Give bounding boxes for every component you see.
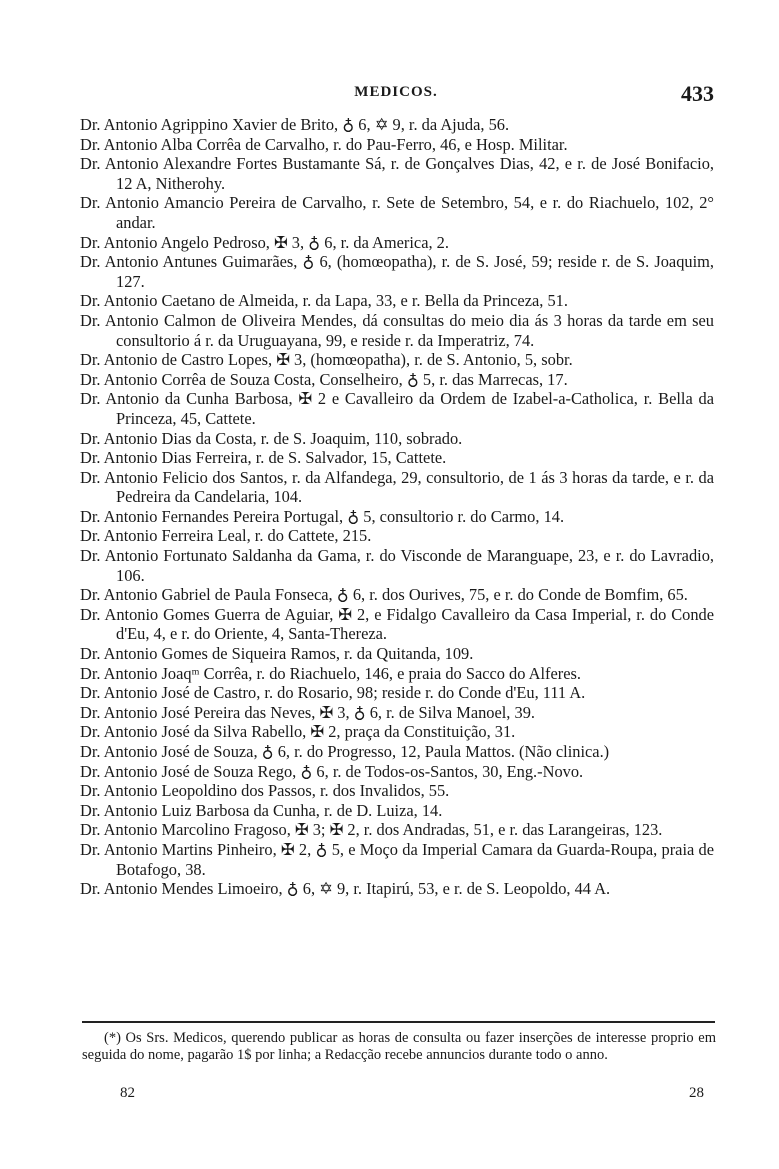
directory-entry: Dr. Antonio Gomes Guerra de Aguiar, ✠ 2, e Fidalgo Cavalleiro da Casa Imperial, r. do Conde d'Eu, 4, e r. do Oriente, 4, Santa-Thereza. (80, 604, 714, 644)
directory-entry: Dr. Antonio Luiz Barbosa da Cunha, r. de D. Luiza, 14. (80, 800, 443, 820)
directory-entry: Dr. Antonio Fortunato Saldanha da Gama, r. do Visconde de Maranguape, 23, e r. do Lavradio, 106. (80, 546, 714, 585)
directory-entry: Dr. Antonio Agrippino Xavier de Brito, ♁ 6, ✡ 9, r. da Ajuda, 56. (80, 115, 510, 134)
directory-entry: Dr. Antonio Calmon de Oliveira Mendes, dá consultas do meio dia ás 3 horas da tarde em seu consultorio á r. da Uruguayana, 99, e reside r. da Imperatriz, 74. (80, 310, 714, 350)
page-footer (80, 1085, 714, 1105)
directory-entry: Dr. Antonio Leopoldino dos Passos, r. dos Invalidos, 55. (80, 781, 450, 801)
directory-entry: Dr. Antonio Alba Corrêa de Carvalho, r. do Pau-Ferro, 46, e Hosp. Militar. (80, 134, 568, 154)
directory-entry: Dr. Antonio Alexandre Fortes Bustamante Sá, r. de Gonçalves Dias, 42, e r. de José Bonifacio, 12 A, Nitherohy. (80, 154, 714, 193)
directory-entry: Dr. Antonio Martins Pinheiro, ✠ 2, ♁ 5, e Moço da Imperial Camara da Guarda-Roupa, praia de Botafogo, 38. (80, 839, 714, 879)
directory-entry: Dr. Antonio da Cunha Barbosa, ✠ 2 e Cavalleiro da Ordem de Izabel-a-Catholica, r. Bella da Princeza, 45, Cattete. (80, 389, 714, 428)
directory-entry: Dr. Antonio Antunes Guimarães, ♁ 6, (homœopatha), r. de S. José, 59; reside r. de S. Joaquim, 127. (80, 252, 714, 291)
directory-entry: Dr. Antonio Dias Ferreira, r. de S. Salvador, 15, Cattete. (80, 448, 447, 468)
directory-entry: Dr. Antonio Joaqᵐ Corrêa, r. do Riachuelo, 146, e praia do Sacco do Alferes. (80, 663, 581, 683)
directory-entry: Dr. Antonio Caetano de Almeida, r. da Lapa, 33, e r. Bella da Princeza, 51. (80, 291, 568, 311)
page-title: MEDICOS. (354, 84, 438, 100)
directory-entry: Dr. Antonio Gomes de Siqueira Ramos, r. da Quitanda, 109. (80, 644, 474, 664)
directory-entry: Dr. Antonio José de Souza Rego, ♁ 6, r. de Todos-os-Santos, 30, Eng.-Novo. (80, 761, 584, 781)
footnote: (*) Os Srs. Medicos, querendo publicar as horas de consulta ou fazer inserções de interesse proprio em seguida do nome, pagarão 1$ por linha; a Redacção recebe annuncios durante todo o anno. (82, 1030, 716, 1064)
entry-list (80, 115, 714, 899)
footer-number: 28 (689, 1085, 704, 1101)
page-header (78, 81, 714, 108)
directory-entry: Dr. Antonio Angelo Pedroso, ✠ 3, ♁ 6, r. da America, 2. (80, 232, 449, 252)
footnote-divider (82, 1021, 715, 1023)
footer-signature: 82 (120, 1085, 135, 1101)
directory-entry: Dr. Antonio Amancio Pereira de Carvalho, r. Sete de Setembro, 54, e r. do Riachuelo, 102, 2° andar. (80, 193, 714, 232)
directory-entry: Dr. Antonio Mendes Limoeiro, ♁ 6, ✡ 9, r. Itapirú, 53, e r. de S. Leopoldo, 44 A. (80, 879, 611, 899)
directory-entry: Dr. Antonio Gabriel de Paula Fonseca, ♁ 6, r. dos Ourives, 75, e r. do Conde de Bomfim, 65. (80, 585, 688, 605)
directory-entry: Dr. Antonio José da Silva Rabello, ✠ 2, praça da Constituição, 31. (80, 722, 516, 742)
directory-entry: Dr. Antonio José de Souza, ♁ 6, r. do Progresso, 12, Paula Mattos. (Não clinica.) (80, 742, 610, 761)
directory-entry: Dr. Antonio de Castro Lopes, ✠ 3, (homœopatha), r. de S. Antonio, 5, sobr. (80, 350, 573, 370)
directory-entry: Dr. Antonio Marcolino Fragoso, ✠ 3; ✠ 2, r. dos Andradas, 51, e r. das Larangeiras, 123. (80, 820, 663, 840)
page-number: 433 (681, 81, 714, 106)
directory-entry: Dr. Antonio Ferreira Leal, r. do Cattete, 215. (80, 526, 372, 546)
directory-entry: Dr. Antonio José Pereira das Neves, ✠ 3, ♁ 6, r. de Silva Manoel, 39. (80, 702, 535, 722)
directory-entry: Dr. Antonio Corrêa de Souza Costa, Conselheiro, ♁ 5, r. das Marrecas, 17. (80, 369, 568, 389)
directory-entry: Dr. Antonio Fernandes Pereira Portugal, ♁ 5, consultorio r. do Carmo, 14. (80, 506, 565, 526)
directory-entry: Dr. Antonio Dias da Costa, r. de S. Joaquim, 110, sobrado. (80, 428, 463, 448)
directory-entry: Dr. Antonio José de Castro, r. do Rosario, 98; reside r. do Conde d'Eu, 111 A. (80, 683, 586, 703)
directory-entry: Dr. Antonio Felicio dos Santos, r. da Alfandega, 29, consultorio, de 1 ás 3 horas da tarde, e r. da Pedreira da Candelaria, 104. (80, 467, 714, 507)
